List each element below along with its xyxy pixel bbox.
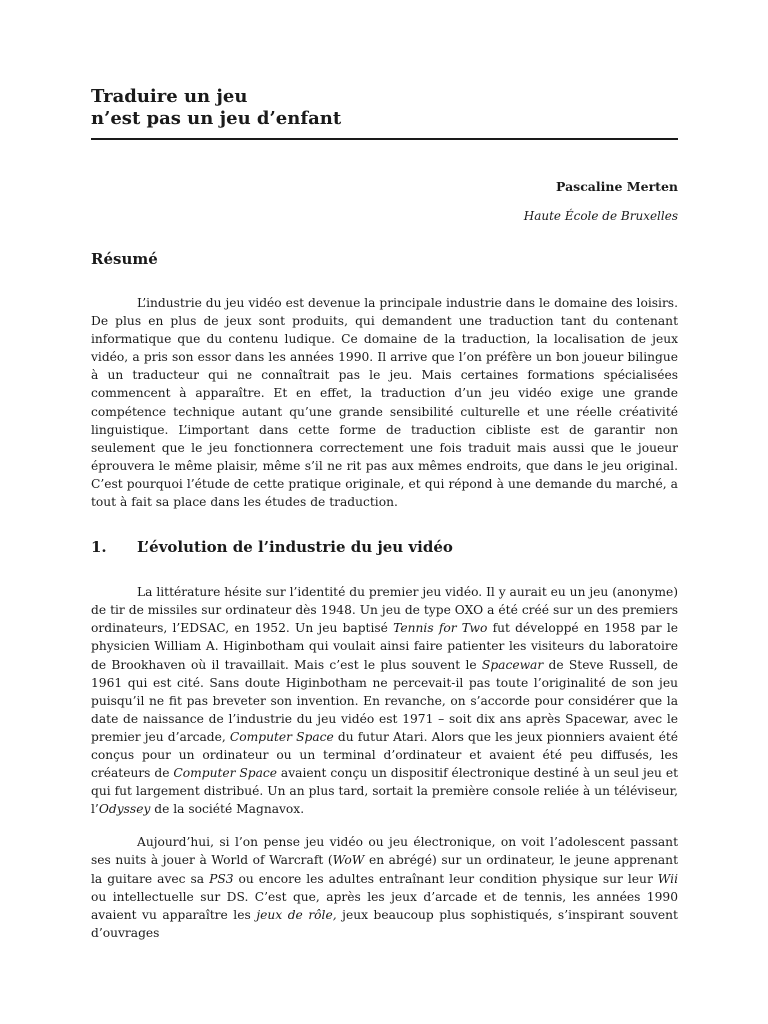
section-1-title: L’évolution de l’industrie du jeu vidéo xyxy=(137,538,453,557)
text-run: fut développé en 1958 par le physicien William A. Higinbotham qui voulait ainsi faire patienter les visiteurs du laboratoire de Brookhaven où il travaillait. Mais c’est le plus souvent le xyxy=(91,621,679,672)
text-run: La littérature hésite sur l’identité du premier jeu vidéo. Il y aurait eu un jeu (anonyme) de tir de missiles sur ordinateur dès 1948. Un jeu de type OXO a été créé sur un des premiers ordinateurs, l’EDSAC, en 1952. Un jeu baptisé xyxy=(91,585,678,636)
text-run: du futur Atari. Alors que les jeux pionniers avaient été conçus pour un ordinateur ou un terminal d’ordinateur et avaient été peu diffusés, les créateurs de xyxy=(91,729,678,781)
abstract-heading: Résumé xyxy=(91,250,158,268)
title-line-1: Traduire un jeu xyxy=(91,86,248,107)
title-tennis-for-two: Tennis for Two xyxy=(393,621,488,636)
article-title xyxy=(91,86,678,130)
text-run: Aujourd’hui, si l’on pense jeu vidéo ou jeu électronique, on voit l’adolescent passant ses nuits à jouer à World of Warcraft ( xyxy=(91,835,678,868)
text-run: ou encore les adultes entraînant leur condition physique sur leur xyxy=(233,871,658,886)
text-run: ou intellectuelle sur DS. C’est que, après les jeux d’arcade et de tennis, les années 1990 avaient vu apparaître les xyxy=(91,889,678,922)
author-affiliation: Haute École de Bruxelles xyxy=(523,209,678,223)
title-wii: Wii xyxy=(657,871,679,886)
section-1-paragraph-2 xyxy=(91,833,678,942)
section-1-number: 1. xyxy=(91,538,107,557)
abstract-paragraph: L’industrie du jeu vidéo est devenue la principale industrie dans le domaine des loisirs. De plus en plus de jeux sont produits, qui demandent une traduction tant du contenant informatique que du contenu ludique. Ce domaine de la traduction, la localisation de jeux vidéo, a pris son essor dans les années 1990. Il arrive que l’on préfère un bon joueur bilingue à un traducteur qui ne connaîtrait pas le jeu. Mais certaines formations spécialisées commencent à apparaître. Et en effet, la traduction d’un jeu vidéo exige une grande compétence technique autant qu’une grande sensibilité culturelle et une réelle créativité linguistique. L’important dans cette forme de traduction cibliste est de garantir non seulement que le jeu fonctionnera correctement une fois traduit mais aussi que le joueur éprouvera le même plaisir, même s’il ne rit pas aux mêmes endroits, que dans le jeu original. C’est pourquoi l’étude de cette pratique originale, et qui répond à une demande du marché, a tout à fait sa place dans les études de traduction. xyxy=(91,296,678,510)
title-spacewar: Spacewar xyxy=(481,657,544,672)
text-run: de Steve Russell, de 1961 qui est cité. Sans doute Higinbotham ne percevait-il pas toute l’originalité de son jeu puisqu’il ne fit pas breveter son invention. En revanche, on s’accorde pour considérer que la date de naissance de l’industrie du jeu vidéo est 1971 – soit dix ans après Spacewar, avec le premier jeu d’arcade, xyxy=(91,657,678,744)
title-computer-space: Computer Space xyxy=(229,729,334,744)
term-jeux-de-role: jeux de rôle, xyxy=(256,907,337,922)
section-1-paragraph-1 xyxy=(91,583,678,818)
title-wow: WoW xyxy=(332,853,365,868)
author-name: Pascaline Merten xyxy=(556,179,678,194)
document-page xyxy=(91,86,678,942)
title-rule xyxy=(91,138,678,140)
text-run: en abrégé) sur un ordinateur, le jeune apprenant la guitare avec sa xyxy=(91,853,678,886)
title-odyssey: Odyssey xyxy=(98,802,151,817)
section-1-heading xyxy=(91,537,678,557)
text-run: de la société Magnavox. xyxy=(150,802,305,817)
title-computer-space: Computer Space xyxy=(173,766,278,781)
title-ps3: PS3 xyxy=(209,871,234,886)
text-run: avaient conçu un dispositif électronique destiné à un seul jeu et qui fut largement distribué. Un an plus tard, sortait la première console reliée à un téléviseur, l’ xyxy=(91,766,678,817)
text-run: jeux beaucoup plus sophistiqués, s’inspirant souvent d’ouvrages xyxy=(91,907,678,940)
title-line-2: n’est pas un jeu d’enfant xyxy=(91,108,342,129)
